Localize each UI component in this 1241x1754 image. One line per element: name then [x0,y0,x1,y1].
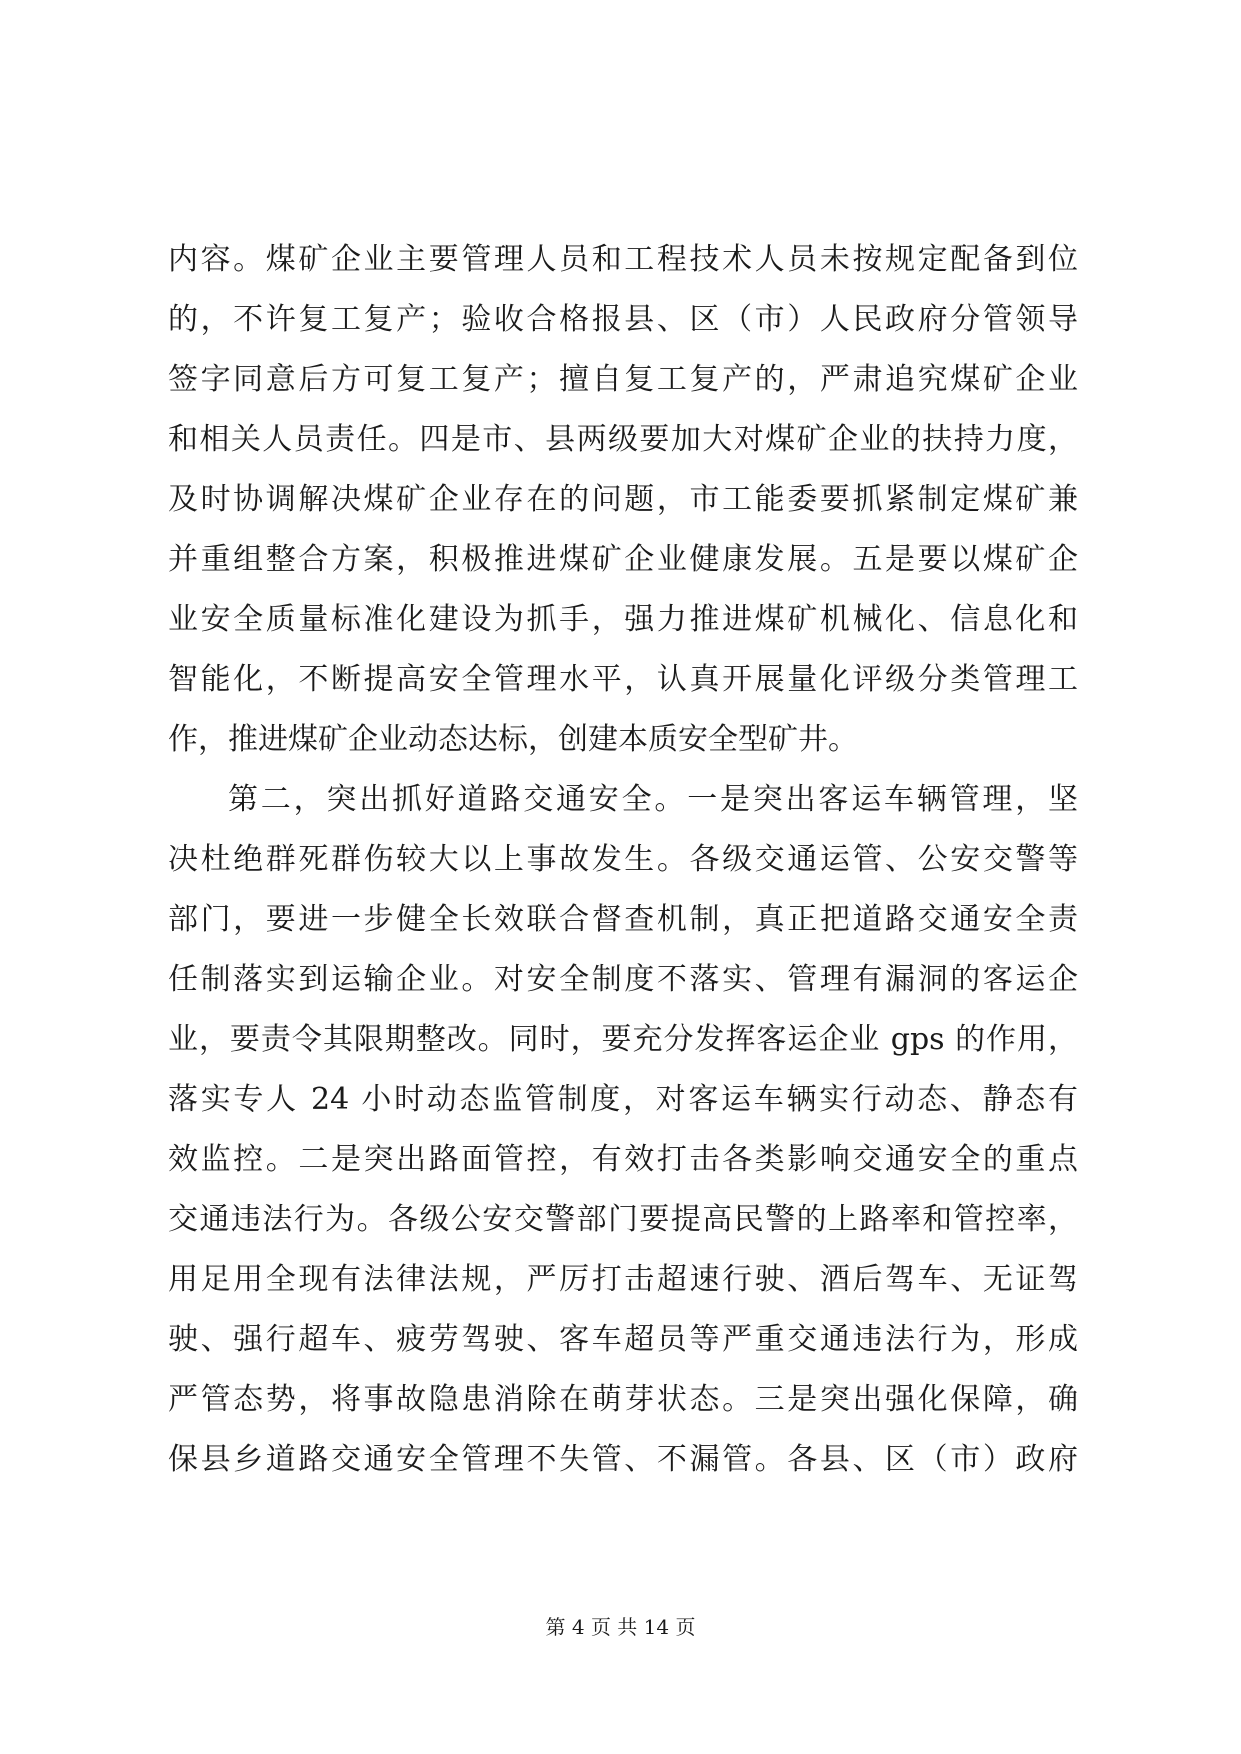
text-line: 严管态势，将事故隐患消除在萌芽状态。三是突出强化保障，确 [168,1382,1078,1417]
text-line: 决杜绝群死群伤较大以上事故发生。各级交通运管、公安交警等 [168,842,1078,877]
text-line: 保县乡道路交通安全管理不失管、不漏管。各县、区（市）政府 [168,1442,1078,1477]
text-line: 及时协调解决煤矿企业存在的问题，市工能委要抓紧制定煤矿兼 [168,482,1078,517]
text-line: 效监控。二是突出路面管控，有效打击各类影响交通安全的重点 [168,1142,1078,1177]
text-line: 作，推进煤矿企业动态达标，创建本质安全型矿井。 [168,722,858,757]
text-line: 并重组整合方案，积极推进煤矿企业健康发展。五是要以煤矿企 [168,542,1078,577]
text-line: 业，要责令其限期整改。同时，要充分发挥客运企业 gps 的作用， [168,1022,1078,1057]
text-line: 交通违法行为。各级公安交警部门要提高民警的上路率和管控率， [168,1202,1078,1237]
text-line: 驶、强行超车、疲劳驾驶、客车超员等严重交通违法行为，形成 [168,1322,1078,1357]
page-footer: 第 4 页 共 14 页 [545,1615,696,1639]
text-line: 业安全质量标准化建设为抓手，强力推进煤矿机械化、信息化和 [168,602,1078,637]
body-text [168,230,1078,1490]
text-line: 部门，要进一步健全长效联合督查机制，真正把道路交通安全责 [168,902,1078,937]
paragraph-first-line: 第二，突出抓好道路交通安全。一是突出客运车辆管理，坚 [228,782,1078,817]
text-line: 智能化，不断提高安全管理水平，认真开展量化评级分类管理工 [168,662,1078,697]
text-line: 和相关人员责任。四是市、县两级要加大对煤矿企业的扶持力度， [168,422,1078,457]
text-line: 内容。煤矿企业主要管理人员和工程技术人员未按规定配备到位 [168,242,1078,277]
text-line: 签字同意后方可复工复产；擅自复工复产的，严肃追究煤矿企业 [168,362,1078,397]
text-line: 落实专人 24 小时动态监管制度，对客运车辆实行动态、静态有 [168,1082,1078,1117]
text-line: 的，不许复工复产；验收合格报县、区（市）人民政府分管领导 [168,302,1078,337]
text-line: 用足用全现有法律法规，严厉打击超速行驶、酒后驾车、无证驾 [168,1262,1078,1297]
text-line: 任制落实到运输企业。对安全制度不落实、管理有漏洞的客运企 [168,962,1078,997]
